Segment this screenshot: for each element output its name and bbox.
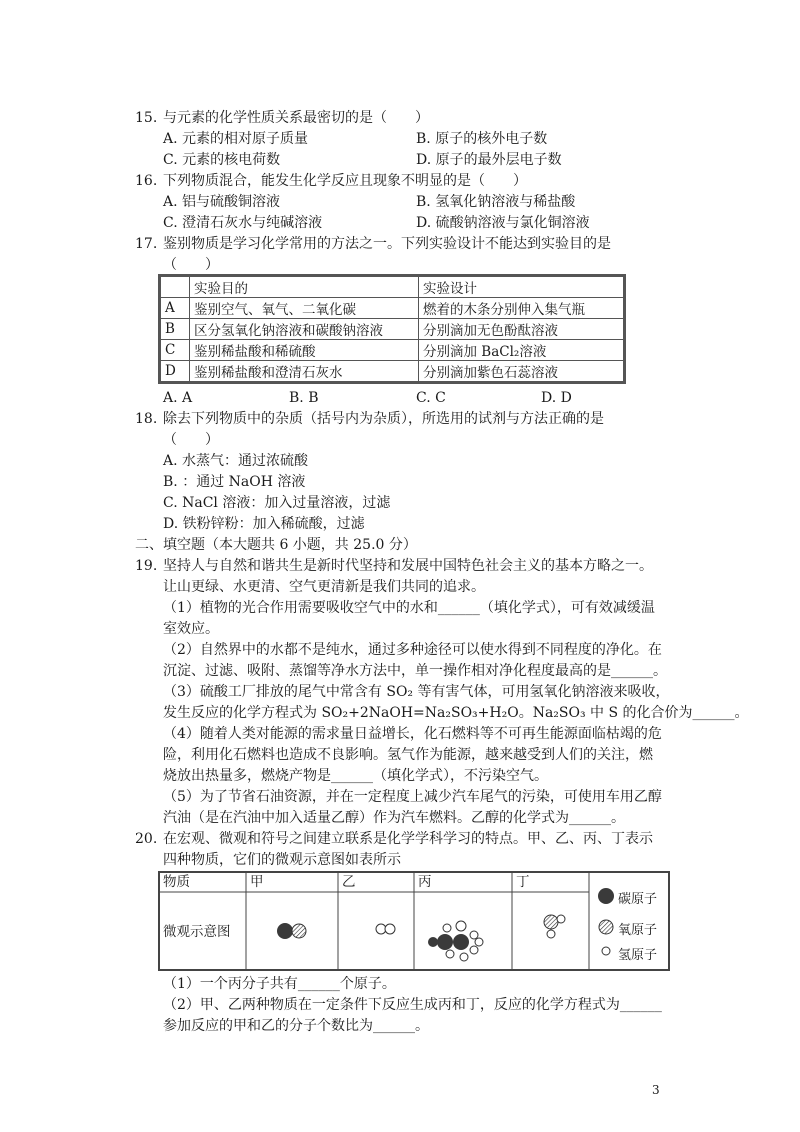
q15-option-a: A. 元素的相对原子质量 (163, 131, 309, 147)
q19-line: 室效应。 (163, 621, 219, 637)
q16-option-d: D. 硫酸钠溶液与氯化铜溶液 (416, 215, 590, 231)
q19-line: 让山更绿、水更清、空气更清新是我们共同的追求。 (163, 579, 485, 595)
table-row (161, 340, 624, 361)
table-cell: C (161, 340, 190, 361)
q15-option-d: D. 原子的最外层电子数 (416, 152, 562, 168)
q17-option-d: D. D (541, 390, 572, 406)
q15-number: 15. (135, 110, 158, 126)
table-row (161, 361, 624, 382)
q17-option-c: C. C (416, 390, 446, 406)
q19-line: （2）自然界中的水都不是纯水，通过多种途径可以使水得到不同程度的净化。在 (163, 642, 662, 658)
q19-line: 险，利用化石燃料也造成不良影响。氢气作为能源，越来越受到人们的关注，燃 (163, 747, 653, 763)
page-number: 3 (652, 1083, 660, 1097)
q20-sub-3: 参加反应的甲和乙的分子个数比为______。 (163, 1018, 429, 1034)
table-row (161, 319, 624, 340)
q19-line: （5）为了节省石油资源，并在一定程度上减少汽车尾气的污染，可使用车用乙醇 (163, 789, 662, 805)
table-cell: 鉴别空气、氧气、二氧化碳 (190, 298, 419, 319)
q19-line: 沉淀、过滤、吸附、蒸馏等净水方法中，单一操作相对净化程度最高的是______。 (163, 663, 667, 679)
table-cell: A (161, 298, 190, 319)
q18-number: 18. (135, 411, 158, 427)
q16-option-b: B. 氢氧化钠溶液与稀盐酸 (416, 194, 576, 210)
table-header-row (161, 277, 624, 298)
q20-line: 在宏观、微观和符号之间建立联系是化学学科学习的特点。甲、乙、丙、丁表示 (163, 831, 653, 847)
q20-number: 20. (135, 831, 158, 847)
q17-option-a: A. A (163, 390, 193, 406)
molecule-yi-icon (376, 924, 395, 934)
legend-oxygen-label: 氧原子 (618, 923, 658, 938)
q17-bracket: （ ） (163, 257, 219, 273)
q20-line: 四种物质，它们的微观示意图如表所示 (163, 852, 401, 868)
carbon-atom-icon (598, 888, 614, 904)
table-header-cell: 丙 (418, 874, 432, 890)
table-cell: 分别滴加 BaCl₂溶液 (419, 340, 624, 361)
q16-number: 16. (135, 173, 158, 189)
q17-option-b: B. B (289, 390, 319, 406)
section-heading: 二、填空题（本大题共 6 小题，共 25.0 分） (135, 537, 417, 553)
q19-line: 发生反应的化学方程式为 SO₂+2NaOH=Na₂SO₃+H₂O。Na₂SO₃ 中 S 的化合价为______。 (163, 705, 749, 721)
q19-line: 汽油（是在汽油中加入适量乙醇）作为汽车燃料。乙醇的化学式为______。 (163, 810, 625, 826)
q16-option-a: A. 铝与硫酸铜溶液 (163, 194, 281, 210)
table-cell: 分别滴加无色酚酞溶液 (419, 319, 624, 340)
q19-line: （4）随着人类对能源的需求量日益增长，化石燃料等不可再生能源面临枯竭的危 (163, 726, 662, 742)
table-header-cell (161, 277, 190, 298)
q20-sub-2: （2）甲、乙两种物质在一定条件下反应生成丙和丁，反应的化学方程式为______ (163, 997, 662, 1013)
q18-option-b: B. ：通过 NaOH 溶液 (163, 474, 306, 490)
q18-stem: 除去下列物质中的杂质（括号内为杂质），所选用的试剂与方法正确的是 (163, 411, 604, 427)
q19-line: 坚持人与自然和谐共生是新时代坚持和发展中国特色社会主义的基本方略之一。 (163, 558, 653, 574)
q20-molecule-table (158, 871, 670, 971)
molecule-bing-icon (428, 921, 483, 961)
table-cell: 燃着的木条分别伸入集气瓶 (419, 298, 624, 319)
table-header-cell: 实验设计 (419, 277, 624, 298)
table-header-cell: 实验目的 (190, 277, 419, 298)
q15-option-c: C. 元素的核电荷数 (163, 152, 281, 168)
q17-table (160, 276, 624, 382)
q15-option-b: B. 原子的核外电子数 (416, 131, 548, 147)
q18-option-d: D. 铁粉锌粉：加入稀硫酸，过滤 (163, 516, 365, 532)
molecule-ding-icon (544, 915, 565, 938)
table-row-label: 微观示意图 (163, 924, 231, 940)
q17-number: 17. (135, 236, 158, 252)
q16-stem: 下列物质混合，能发生化学反应且现象不明显的是（ ） (163, 173, 527, 189)
q19-line: 烧放出热量多，燃烧产物是______（填化学式），不污染空气。 (163, 768, 548, 784)
table-cell: B (161, 319, 190, 340)
q16-option-c: C. 澄清石灰水与纯碱溶液 (163, 215, 323, 231)
oxygen-atom-icon (599, 920, 613, 934)
table-cell: 鉴别稀盐酸和稀硫酸 (190, 340, 419, 361)
table-header-cell: 甲 (250, 874, 264, 890)
molecule-jia-icon (277, 923, 306, 939)
table-header-cell: 乙 (342, 874, 356, 890)
q19-line: （3）硫酸工厂排放的尾气中常含有 SO₂ 等有害气体，可用氢氧化钠溶液来吸收， (163, 684, 670, 700)
table-header-cell: 物质 (163, 874, 190, 890)
q19-line: （1）植物的光合作用需要吸收空气中的水和______（填化学式），可有效减缓温 (163, 600, 655, 616)
table-row (161, 298, 624, 319)
legend-hydrogen-label: 氢原子 (618, 948, 658, 963)
table-cell: 鉴别稀盐酸和澄清石灰水 (190, 361, 419, 382)
q18-bracket: （ ） (163, 432, 219, 448)
table-cell: 区分氢氧化钠溶液和碳酸钠溶液 (190, 319, 419, 340)
q19-number: 19. (135, 558, 158, 574)
table-cell: 分别滴加紫色石蕊溶液 (419, 361, 624, 382)
table-header-cell: 丁 (516, 874, 530, 890)
q15-stem: 与元素的化学性质关系最密切的是（ ） (163, 110, 429, 126)
q18-option-a: A. 水蒸气：通过浓硫酸 (163, 453, 309, 469)
q18-option-c: C. NaCl 溶液：加入过量溶液，过滤 (163, 495, 391, 511)
legend-carbon-label: 碳原子 (618, 892, 658, 907)
hydrogen-atom-icon (602, 947, 610, 955)
table-cell: D (161, 361, 190, 382)
q17-stem: 鉴别物质是学习化学常用的方法之一。下列实验设计不能达到实验目的是 (163, 236, 611, 252)
q20-sub-1: （1）一个丙分子共有______个原子。 (163, 976, 396, 992)
